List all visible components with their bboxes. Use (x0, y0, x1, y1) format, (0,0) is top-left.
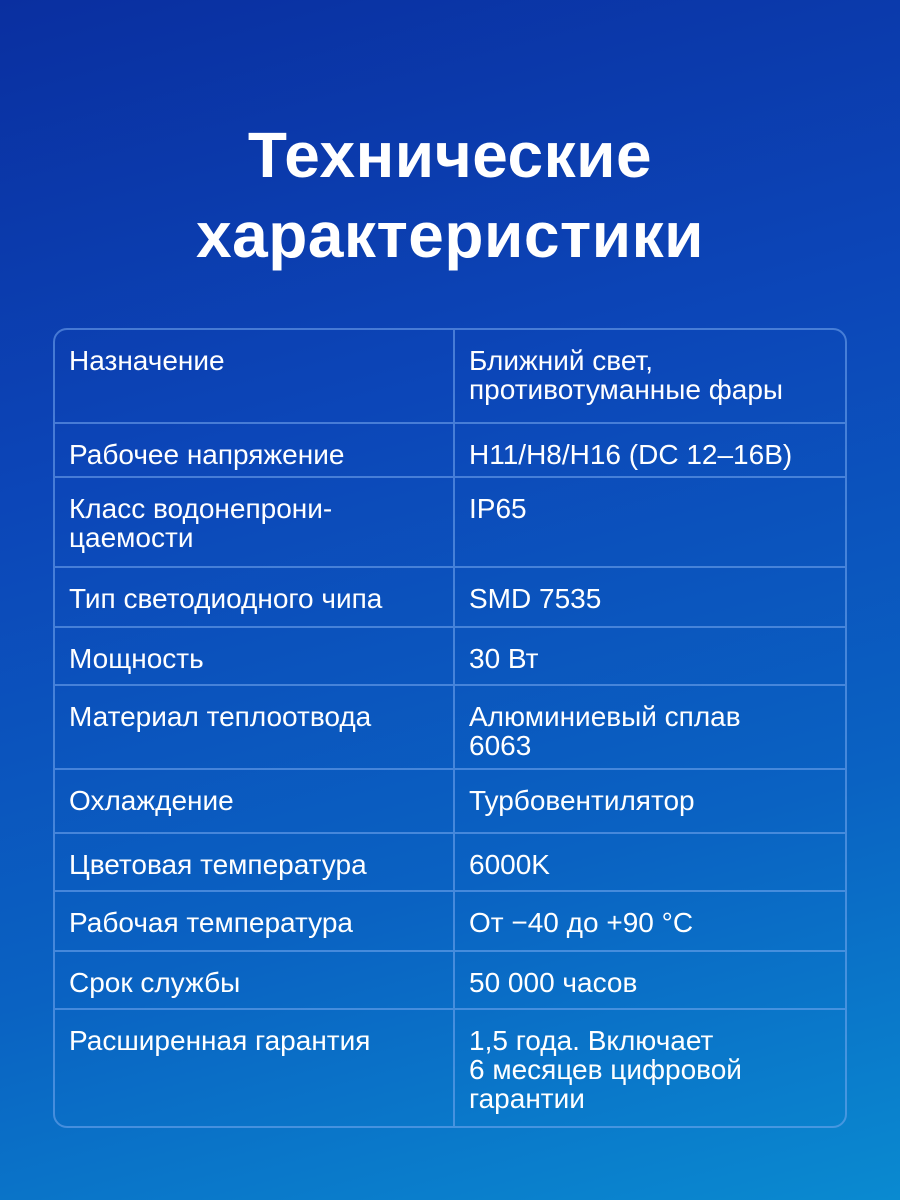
spec-label: Рабочая температура (55, 892, 455, 950)
spec-row (55, 476, 845, 566)
spec-value: Ближний свет, противотуманные фары (469, 345, 784, 405)
spec-label: Цветовая температура (55, 834, 455, 890)
spec-label: Класс водонепрони- цаемости (55, 478, 455, 566)
spec-row (55, 768, 845, 832)
spec-row (55, 684, 845, 768)
spec-label: Расширенная гарантия (55, 1010, 455, 1126)
page-title-line-2: характеристики (196, 198, 704, 271)
spec-value: IP65 (469, 493, 527, 524)
spec-row (55, 626, 845, 684)
spec-label: Назначение (55, 330, 455, 422)
spec-value: 6000K (469, 849, 550, 880)
spec-row (55, 832, 845, 890)
page-title (0, 115, 900, 275)
spec-value: Турбовентилятор (469, 785, 695, 816)
spec-label: Охлаждение (55, 770, 455, 832)
spec-row (55, 890, 845, 950)
spec-value: От −40 до +90 °С (469, 907, 694, 938)
spec-label: Материал теплоотвода (55, 686, 455, 768)
spec-value: 50 000 часов (469, 967, 638, 998)
spec-value: 1,5 года. Включает 6 месяцев цифровой гарантии (469, 1025, 742, 1114)
spec-label: Тип светодиодного чипа (55, 568, 455, 626)
spec-row (55, 422, 845, 476)
spec-label: Срок службы (55, 952, 455, 1008)
spec-row (55, 330, 845, 422)
page-title-line-1: Технические (247, 118, 653, 191)
spec-row (55, 950, 845, 1008)
spec-label: Мощность (55, 628, 455, 684)
spec-row (55, 566, 845, 626)
spec-row (55, 1008, 845, 1126)
spec-label: Рабочее напряжение (55, 424, 455, 476)
specifications-table (53, 328, 847, 1128)
spec-value: 30 Вт (469, 643, 539, 674)
spec-value: H11/H8/H16 (DC 12–16В) (469, 439, 793, 470)
spec-value: SMD 7535 (469, 583, 602, 614)
spec-value: Алюминиевый сплав 6063 (469, 701, 741, 761)
